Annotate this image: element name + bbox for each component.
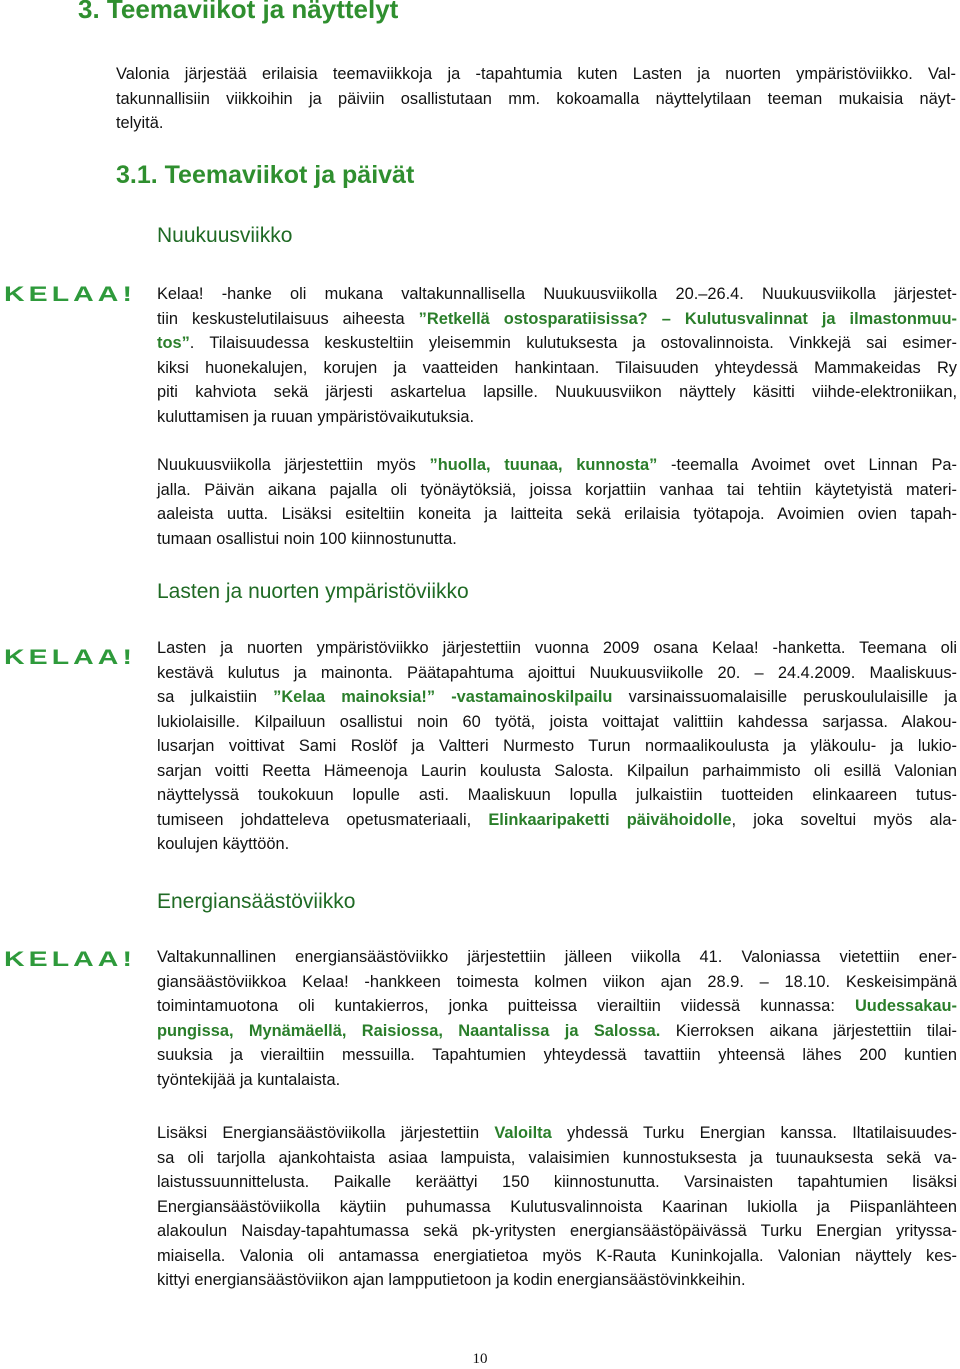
text-line: Kelaa! -hanke oli mukana valtakunnallisella Nuukuusviikolla 20.–26.4. Nuukuusviikolla järjestet- [157,285,957,303]
text-line: miaisella. Valonia oli antamassa energiatietoa myös K-Rauta Kuninkojalla. Valonian näyttely kes- [157,1246,957,1265]
text-line: näyttelyssä toukokuun lopulle asti. Maaliskuun lopulla julkaistiin tuotteiden elinkaareen tutus- [157,786,957,804]
energia-title: Energiansäästöviikko [157,890,356,913]
lasten-title: Lasten ja nuorten ympäristöviikko [157,580,469,603]
highlighted-term: Valoilta [494,1124,552,1142]
energia-p2 [157,1121,957,1293]
text-line: kiksi huonekalujen, korujen ja vaatteiden hankintaan. Tilaisuuden yhteydessä Mammakeidas Ry [157,358,957,377]
text-line: aaleista uutta. Lisäksi esiteltiin koneita ja laitteita sekä erilaisia työtapoja. Avoimien ovien tapah- [157,505,957,523]
kelaa-logo [4,948,138,973]
kelaa-logo-graphic [4,948,138,968]
text-line: sarjan voitti Reetta Hämeenoja Laurin koulusta Salosta. Kilpailun parhaimmisto oli esillä Valonian [157,761,957,780]
text-line: tumiseen johdatteleva opetusmateriaali, Elinkaaripaketti päivähoidolle, joka soveltui myös ala- [157,810,957,829]
intro-line: telyitä. [116,114,164,132]
kelaa-logo-graphic [4,646,138,666]
text-line: suuksia ja vierailtiin messuilla. Tapahtumien yhteydessä tavattiin yhteensä lähes 200 kuntien [157,1046,957,1064]
text-line: tiin keskustelutilaisuus aiheesta ”Retkellä ostosparatiisissa? – Kulutusvalinnat ja ilmastonmuu- [157,309,957,328]
nuukuus-p1 [157,282,957,429]
page-heading: 3. Teemaviikot ja näyttelyt [78,0,399,24]
text-line: piti kahviota sekä järjesti askartelua lapsille. Nuukuusviikon näyttely käsitti viihde-elektroniikan, [157,383,957,401]
kelaa-logo-text: KELAA! [4,948,136,968]
text-line: kuluttamisen ja ruuan ympäristövaikutuksia. [157,407,475,426]
text-line: Energiansäästöviikolla käytiin puhumassa Kulutusvalinnoista Kaarinan lukiolla ja Piispanlähteen [157,1197,957,1216]
text-line: tos”. Tilaisuudessa keskusteltiin yleisemmin kulutuksesta ja ostovalinnoista. Vinkkejä sai esimer- [157,334,957,352]
text-line: jalla. Päivän aikana pajalla oli työnäytöksiä, joissa korjattiin vanhaa tai tehtiin käytetyistä materi- [157,480,957,499]
kelaa-logo-graphic [4,283,138,303]
kelaa-logo [4,646,138,671]
text-line: sa oli tarjolla ajankohtaista asiaa lampuista, valaisimien kunnostuksesta ja tuunauksesta sekä va- [157,1148,957,1167]
intro-text [116,62,956,136]
text-line: Lasten ja nuorten ympäristöviikko järjestettiin vuonna 2009 osana Kelaa! -hanketta. Teemana oli [157,639,957,657]
intro-paragraph [116,62,956,136]
highlighted-term: pungissa, Mynämäellä, Raisiossa, Naantalissa ja Salossa. [157,1021,661,1040]
text-line: Lisäksi Energiansäästöviikolla järjestettiin Valoilta yhdessä Turku Energian kanssa. Iltatilaisuudes- [157,1124,957,1142]
text-line: giansäästöviikkoa Kelaa! -hankkeen toimesta kolmen viikon ajan 28.9. – 18.10. Keskeisimpänä [157,972,957,991]
highlighted-term: Uudessakau- [854,997,957,1015]
kelaa-logo [4,283,138,308]
text-line: kittyi energiansäästöviikon ajan lampputietoon ja kodin energiansäästövinkkeihin. [157,1271,746,1289]
text-line: lusarjan voittivat Sami Roslöf ja Valtteri Nurmesto Turun normaalikoulusta ja yläkoulu- ja lukio- [157,737,957,755]
text-line: kestävä kulutus ja mainonta. Päätapahtuma ajoittui Nuukuusviikolle 20. – 24.4.2009. Maaliskuus- [157,663,957,682]
text-line: lukiolaisille. Kilpailuun osallistui noin 60 työtä, joista voittajat valittiin kahdessa sarjassa. Alakou- [157,712,957,731]
text-line: työntekijää ja kuntalaista. [157,1070,341,1089]
lasten-p1 [157,636,957,857]
text-line: laistussuunnittelusta. Paikalle keräättyi 150 kiinnostunutta. Varsinaisten tapahtumien lisäksi [157,1173,957,1191]
text-line: koulujen käyttöön. [157,835,290,853]
highlighted-term: ”Kelaa mainoksia!” -vastamainoskilpailu [273,688,613,706]
highlighted-term: ”huolla, tuunaa, kunnosta” [429,456,658,474]
section-subheading: 3.1. Teemaviikot ja päivät [116,161,415,189]
highlighted-term: Elinkaaripaketti päivähoidolle [488,810,732,829]
text-line: alakoulun Naisday-tapahtumassa sekä pk-yritysten energiansäästöpäivässä Turku Energian yrityssa- [157,1222,957,1240]
nuukuus-p2 [157,453,957,551]
highlighted-term: ”Retkellä ostosparatiisissa? – Kulutusvalinnat ja ilmastonmuu- [418,309,957,328]
intro-line: Valonia järjestää erilaisia teemaviikkoja ja -tapahtumia kuten Lasten ja nuorten ympäristöviikko. Val- [116,65,956,83]
kelaa-logo-text: KELAA! [4,283,136,303]
energia-p1 [157,945,957,1092]
text-line: toimintamuotona oli kuntakierros, jonka puitteissa vierailtiin viidessä kunnassa: Uudessakau- [157,997,957,1015]
text-line: Valtakunnallinen energiansäästöviikko järjestettiin jälleen viikolla 41. Valoniassa vietettiin ener- [157,948,957,966]
text-line: Nuukuusviikolla järjestettiin myös ”huolla, tuunaa, kunnosta” -teemalla Avoimet ovet Linnan Pa- [157,456,957,474]
text-line: tumaan osallistui noin 100 kiinnostunutta. [157,529,457,548]
page-number: 10 [472,1351,488,1367]
text-line: sa julkaistiin ”Kelaa mainoksia!” -vastamainoskilpailu varsinaissuomalaisille peruskoululaisille ja [157,688,957,706]
text-line: pungissa, Mynämäellä, Raisiossa, Naantalissa ja Salossa. Kierroksen aikana järjestettiin tilai- [157,1021,957,1040]
nuukuus-title: Nuukuusviikko [157,224,293,247]
kelaa-logo-text: KELAA! [4,646,136,666]
intro-line: takunnallisiin viikkoihin ja päiviin osallistutaan mm. kokoamalla näyttelytilaan teeman mukaisia näyt- [116,89,956,108]
highlighted-term: tos” [157,334,190,352]
